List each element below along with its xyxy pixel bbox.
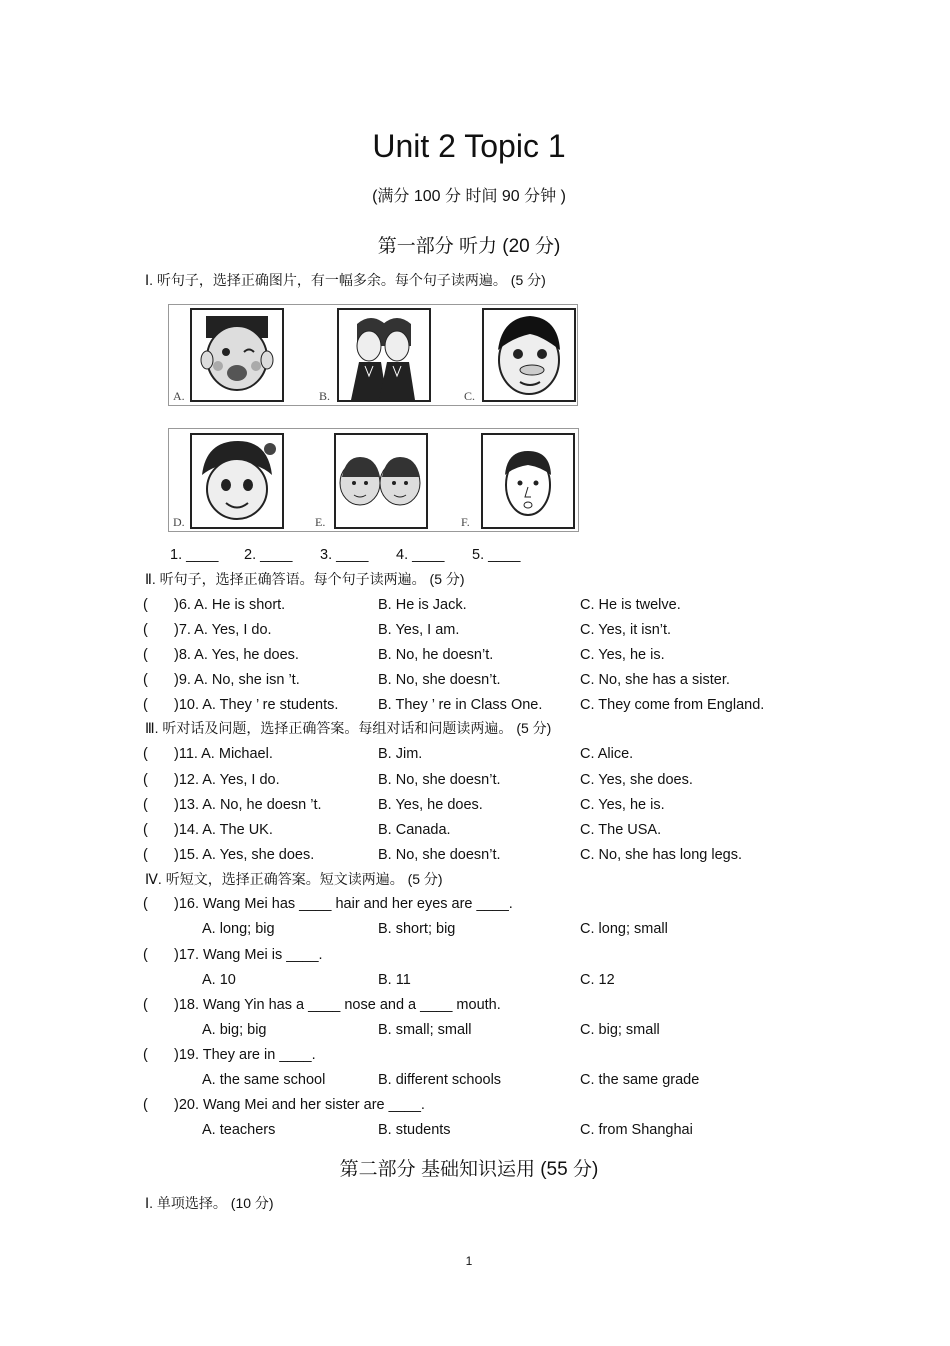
option-c: C. the same grade — [580, 1072, 700, 1088]
option-c: C. Yes, he is. — [580, 647, 665, 663]
option-b: B. No, he doesn’t. — [378, 647, 494, 663]
option-b: B. Yes, he does. — [378, 797, 483, 813]
option-c: C. long; small — [580, 921, 668, 937]
option-c: C. big; small — [580, 1022, 660, 1038]
question-paren: ( — [143, 1047, 148, 1063]
question-paren: ( — [143, 647, 148, 663]
question-paren: ( — [143, 997, 148, 1013]
section-2-instruction: Ⅱ. 听句子，选择正确答语。每个句子读两遍。 (5 分) — [145, 571, 465, 587]
page-title: Unit 2 Topic 1 — [372, 128, 566, 164]
question-paren: ( — [143, 797, 148, 813]
page-number: 1 — [465, 1254, 473, 1268]
twin-boys-picture — [334, 433, 428, 529]
option-c: C. 12 — [580, 972, 615, 988]
option-b: B. 11 — [378, 972, 411, 988]
question-7: )7. A. Yes, I do. — [174, 622, 272, 638]
question-paren: ( — [143, 622, 148, 638]
option-b: B. different schools — [378, 1072, 502, 1088]
question-paren: ( — [143, 822, 148, 838]
option-c: C. Yes, it isn’t. — [580, 622, 672, 638]
option-c: C. Yes, he is. — [580, 797, 665, 813]
question-12: )12. A. Yes, I do. — [174, 772, 280, 788]
option-b: B. small; small — [378, 1022, 472, 1038]
boy-plain-face-picture — [481, 433, 575, 529]
section-3-instruction: Ⅲ. 听对话及问题，选择正确答案。每组对话和问题读两遍。 (5 分) — [145, 720, 552, 736]
option-c: C. Alice. — [580, 746, 634, 762]
question-15: )15. A. Yes, she does. — [174, 847, 315, 863]
picture-label-d: D. — [173, 515, 185, 529]
option-a: A. big; big — [202, 1022, 267, 1038]
question-16: )16. Wang Mei has ____ hair and her eyes are ____. — [174, 896, 513, 912]
picture-label-f: F. — [461, 515, 470, 529]
option-c: C. from Shanghai — [580, 1122, 693, 1138]
question-11: )11. A. Michael. — [174, 746, 273, 762]
boy-long-nose-picture — [482, 308, 576, 402]
option-b: B. No, she doesn’t. — [378, 847, 501, 863]
section-4-instruction: Ⅳ. 听短文，选择正确答案。短文读两遍。 (5 分) — [145, 871, 443, 887]
option-c: C. No, she has a sister. — [580, 672, 730, 688]
option-b: B. Jim. — [378, 746, 423, 762]
picture-label-a: A. — [173, 389, 185, 403]
question-8: )8. A. Yes, he does. — [174, 647, 299, 663]
picture-label-c: C. — [464, 389, 476, 403]
part-2-heading: 第二部分 基础知识运用 (55 分) — [339, 1159, 599, 1180]
picture-row-2 — [168, 428, 579, 532]
option-b: B. No, she doesn’t. — [378, 672, 501, 688]
question-paren: ( — [143, 697, 148, 713]
answer-blank-4: 4. ____ — [396, 547, 445, 563]
option-b: B. Yes, I am. — [378, 622, 460, 638]
question-18: )18. Wang Yin has a ____ nose and a ____ mouth. — [174, 997, 501, 1013]
answer-blank-1: 1. ____ — [170, 547, 219, 563]
question-19: )19. They are in ____. — [174, 1047, 316, 1063]
question-paren: ( — [143, 847, 148, 863]
question-paren: ( — [143, 746, 148, 762]
answer-blank-2: 2. ____ — [244, 547, 293, 563]
question-10: )10. A. They ’ re students. — [174, 697, 339, 713]
boy-laughing-picture — [190, 308, 284, 402]
option-a: A. teachers — [202, 1122, 276, 1138]
question-6: )6. A. He is short. — [174, 597, 286, 613]
question-paren: ( — [143, 1097, 148, 1113]
option-b: B. short; big — [378, 921, 456, 937]
option-a: A. the same school — [202, 1072, 326, 1088]
girl-smiling-picture — [190, 433, 284, 529]
question-20: )20. Wang Mei and her sister are ____. — [174, 1097, 425, 1113]
picture-label-b: B. — [319, 389, 331, 403]
question-paren: ( — [143, 772, 148, 788]
picture-row-1 — [168, 304, 578, 406]
question-13: )13. A. No, he doesn ’t. — [174, 797, 322, 813]
option-a: A. long; big — [202, 921, 275, 937]
option-a: A. 10 — [202, 972, 236, 988]
question-paren: ( — [143, 597, 148, 613]
option-b: B. He is Jack. — [378, 597, 467, 613]
question-paren: ( — [143, 672, 148, 688]
option-c: C. He is twelve. — [580, 597, 681, 613]
question-9: )9. A. No, she isn ’t. — [174, 672, 300, 688]
option-c: C. They come from England. — [580, 697, 765, 713]
answer-blank-5: 5. ____ — [472, 547, 521, 563]
section-1-instruction: Ⅰ. 听句子，选择正确图片，有一幅多余。每个句子读两遍。 (5 分) — [145, 272, 546, 288]
page-subtitle: (满分 100 分 时间 90 分钟 ) — [372, 188, 566, 205]
question-paren: ( — [143, 896, 148, 912]
part-1-heading: 第一部分 听力 (20 分) — [377, 236, 561, 257]
twin-girls-picture — [337, 308, 431, 402]
section-5-instruction: Ⅰ. 单项选择。 (10 分) — [145, 1195, 274, 1211]
option-c: C. The USA. — [580, 822, 662, 838]
option-c: C. Yes, she does. — [580, 772, 693, 788]
question-14: )14. A. The UK. — [174, 822, 273, 838]
option-b: B. students — [378, 1122, 451, 1138]
question-17: )17. Wang Mei is ____. — [174, 947, 323, 963]
option-c: C. No, she has long legs. — [580, 847, 743, 863]
option-b: B. Canada. — [378, 822, 451, 838]
question-paren: ( — [143, 947, 148, 963]
option-b: B. No, she doesn’t. — [378, 772, 501, 788]
option-b: B. They ’ re in Class One. — [378, 697, 543, 713]
picture-label-e: E. — [315, 515, 326, 529]
answer-blank-3: 3. ____ — [320, 547, 369, 563]
